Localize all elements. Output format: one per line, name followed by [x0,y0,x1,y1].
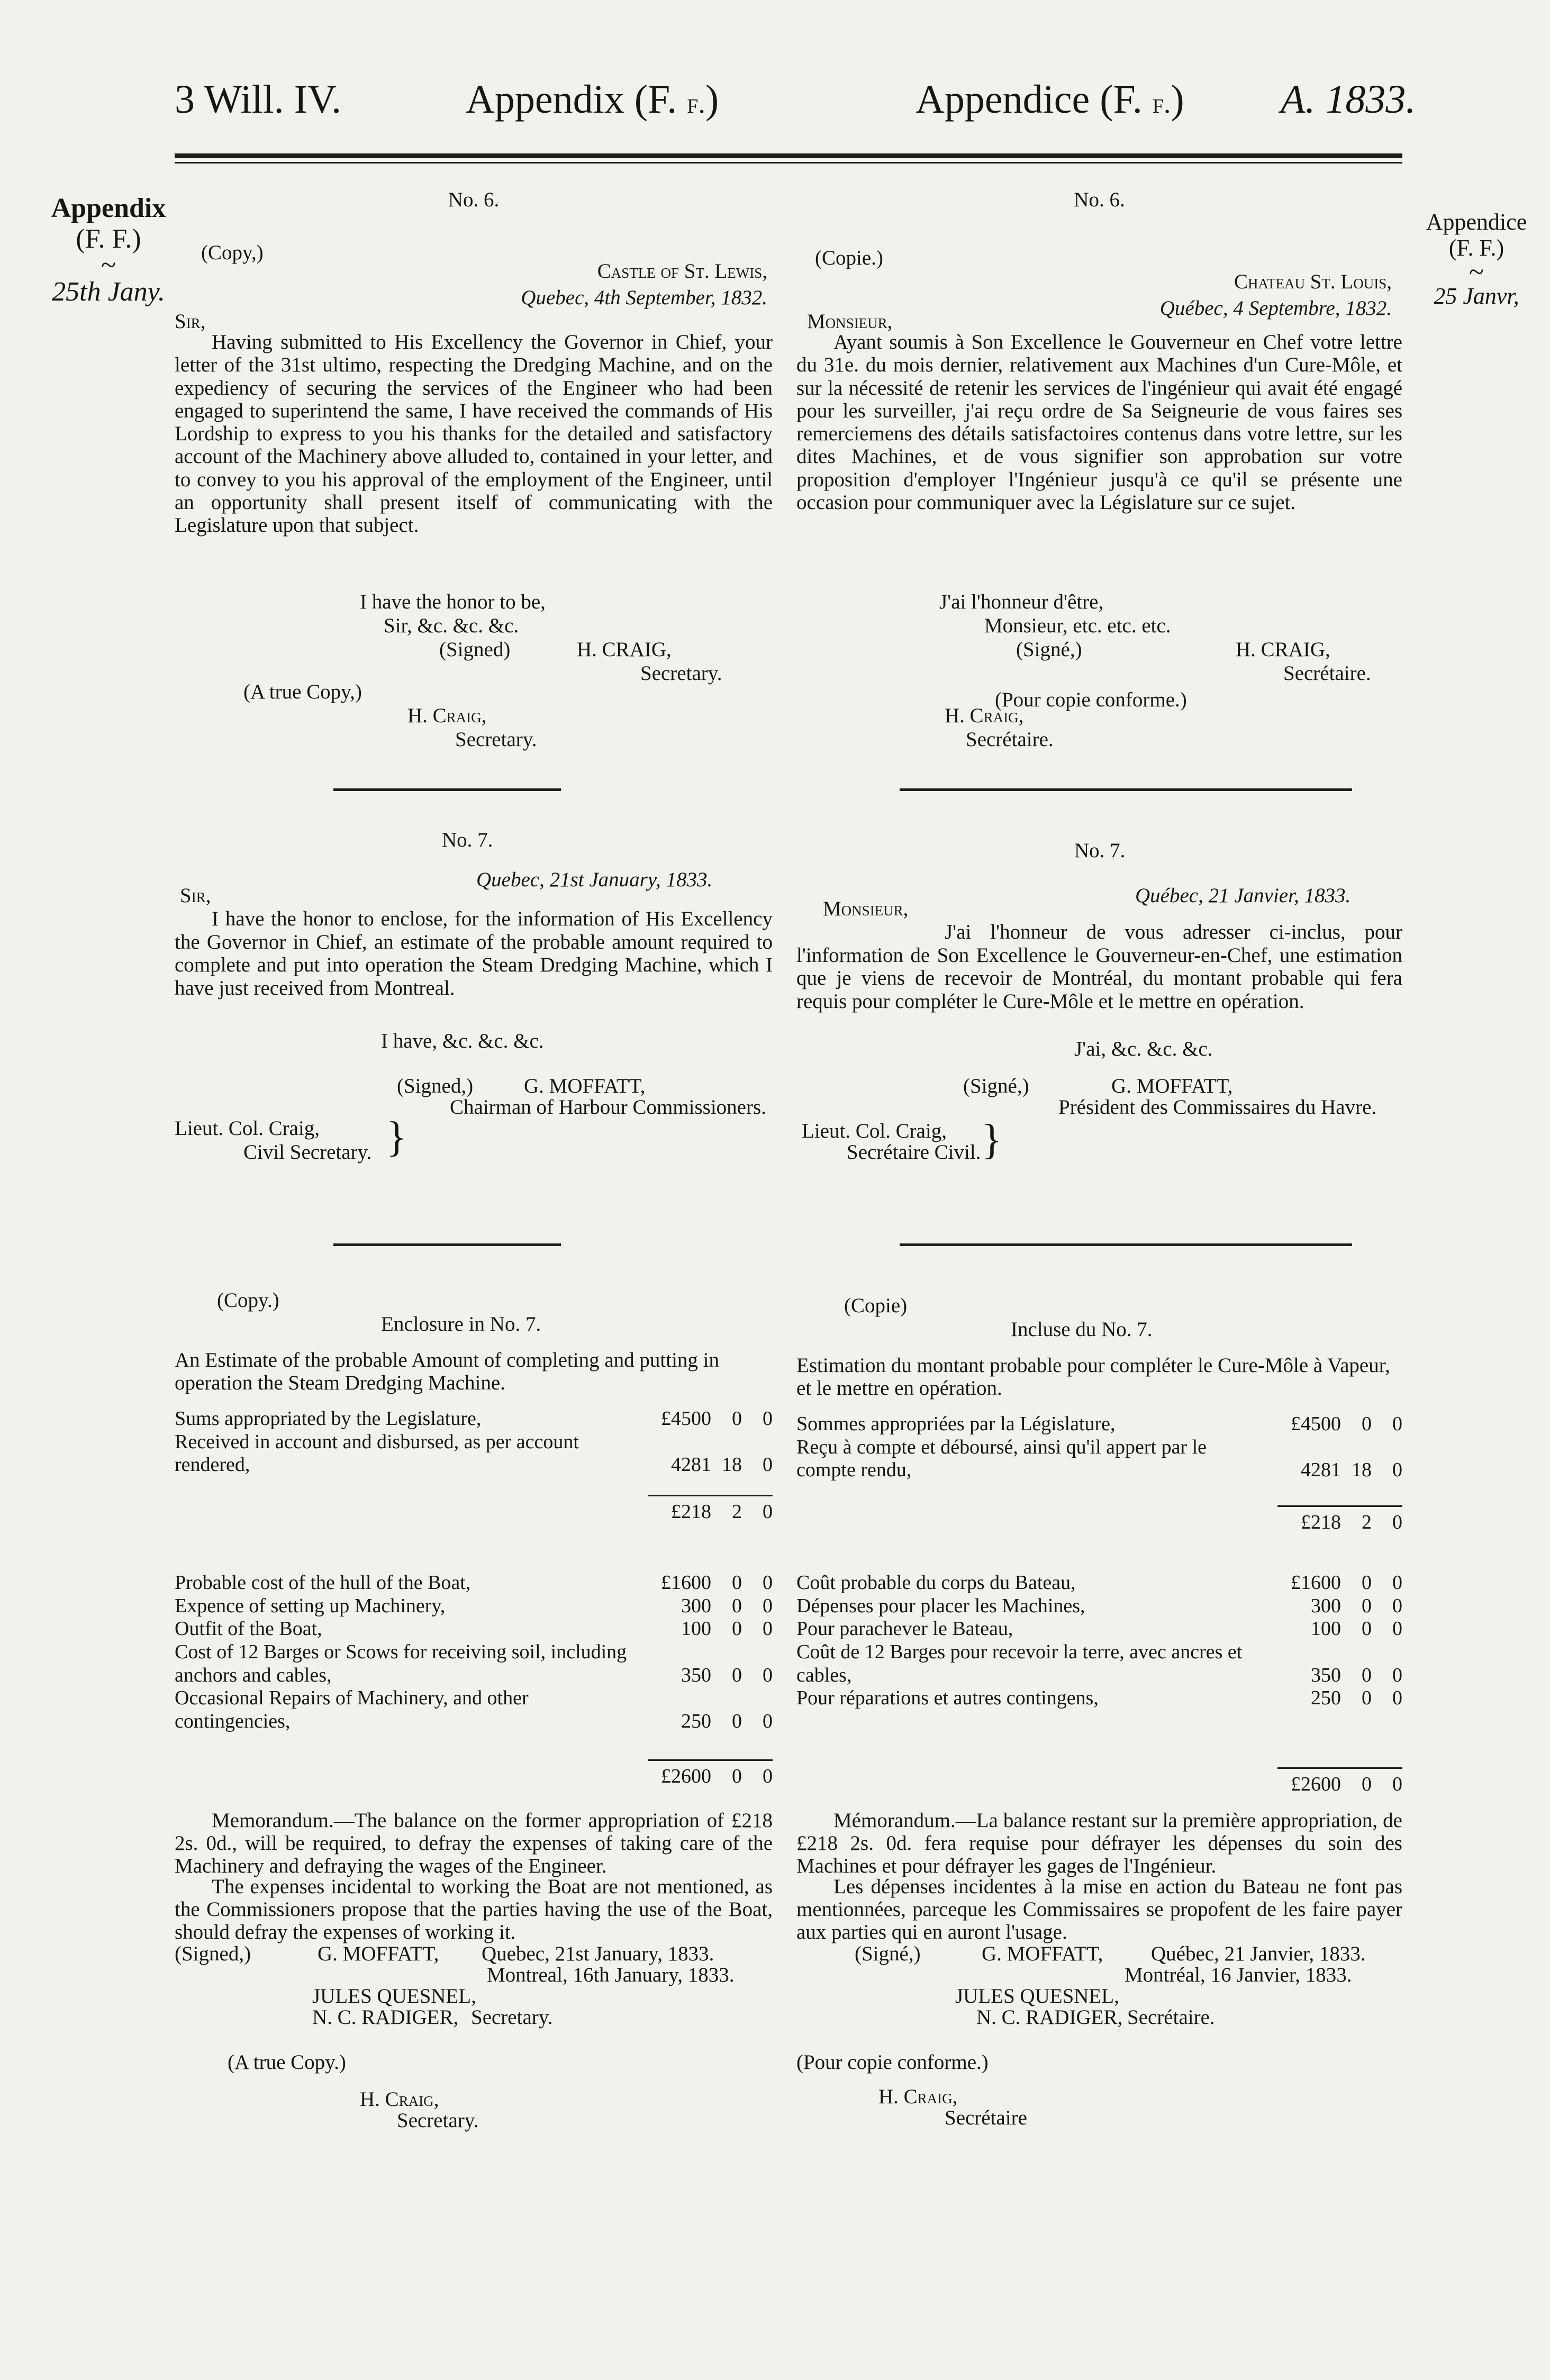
estimate-cell-pounds: 300 [681,1594,711,1617]
estimate-cell-s: 0 [1362,1594,1372,1617]
brace-glyph: } [982,1116,1002,1163]
estimate-row [796,1595,1402,1618]
estimate-cell-d: 0 [1392,1618,1402,1640]
letter-heading: No. 6. [448,188,500,211]
copy-label: (Copy.) [217,1289,279,1312]
letter-date: Quebec, 4th September, 1832. [521,286,767,309]
enclosure-heading: Enclosure in No. 7. [381,1313,541,1336]
section-separator [333,1243,561,1246]
estimate-cell-s: 0 [1362,1571,1372,1594]
estimate-cell-d: 0 [1392,1594,1402,1617]
margin-note-right: Appendice (F. F.) ~ 25 Janvr, [1410,209,1543,309]
estimate-cell-label: Outfit of the Boat, [175,1618,322,1640]
estimate-subtotal-fr [796,1505,1402,1534]
estimate-row [796,1436,1402,1482]
estimate-row [175,1618,773,1641]
estimate-cell-d: 0 [763,1407,773,1430]
estimate-cell-label: Pour réparations et autres contingens, [796,1687,1099,1710]
section-separator [900,1243,1352,1246]
copy-label: (Copy,) [201,241,264,264]
enclosure-heading: Incluse du No. 7. [1011,1318,1153,1341]
estimate-costs-fr [796,1571,1402,1710]
tilde-ornament: ~ [101,250,116,281]
estimate-cell-label: Cost of 12 Barges or Scows for receiving soil, including anchors and cables, [175,1641,627,1686]
signer-name: JULES QUESNEL, [955,1985,1119,2007]
appendix-title-en: Appendix (F. f.) [466,77,719,122]
estimate-cell-d: 0 [1392,1413,1402,1435]
addressee: Lieut. Col. Craig, [802,1120,947,1142]
estimate-cell-s: 18 [722,1454,742,1476]
section-separator [333,788,561,791]
estimate-table-en [175,1407,773,1477]
true-copy-label: (A true Copy.) [228,2051,346,2074]
estimate-total-en [175,1759,773,1788]
salutation: Sir, [180,884,211,907]
estimate-row [175,1687,773,1733]
estimate-cell-pounds: 250 [681,1710,711,1733]
estimate-cell-s: 0 [732,1594,742,1617]
signer-name: H. CRAIG, [577,638,672,661]
estimate-cell-s: 0 [1362,1413,1372,1435]
letter-heading: No. 7. [442,829,493,851]
estimate-cell-label: Pour parachever le Bateau, [796,1618,1013,1640]
estimate-row [175,1641,773,1687]
signer-name: N. C. RADIGER, [312,2006,459,2029]
estimate-cell-pounds: 4281 [671,1454,711,1476]
total-row: £2600 0 0 [175,1760,773,1788]
memorandum: Mémorandum.—La balance restant sur la première appropriation, de £218 2s. 0d. fera requise pour défrayer les dépenses du soin des Machines et pour défrayer les gages de l'Ingénieur. [796,1809,1402,1877]
estimate-cell-label: Reçu à compte et déboursé, ainsi qu'il appert par le compte rendu, [796,1436,1207,1482]
header-rule-thick [175,153,1402,158]
estimate-cell-s: 0 [1362,1618,1372,1640]
letter-date: Québec, 21 Janvier, 1833. [1135,884,1351,907]
estimate-cell-d: 0 [1392,1664,1402,1686]
estimate-cell-label: Expence of setting up Machinery, [175,1594,446,1617]
estimate-cell-label: Coût probable du corps du Bateau, [796,1571,1076,1594]
estimate-title: Estimation du montant probable pour compléter le Cure-Môle à Vapeur, et le mettre en opération. [796,1354,1390,1400]
estimate-row [175,1595,773,1618]
header-rule-thin [175,162,1402,163]
estimate-cell-label: Sommes appropriées par la Législature, [796,1413,1116,1435]
letter-no6-en: No. 6. (Copy,) Castle of St. Lewis, Quebec, 4th September, 1832. Sir, Having submitted to His Excellency the Governor in Chief, your letter of the 31st ultimo, respecting the Dredging Machine, and on the expediency of securing the services of the Engineer who had been engaged to superintend the same, I have received the commands of His Lordship to express to you his thanks for the detailed and satisfactory account of the Machinery above alluded to, contained in your letter, and to convey to you his approval of the employment of the Engineer, until an opportunity shall present itself of communicating with the Legislature upon that subject. I have the honor to be, Sir, &c. &c. &c. (Signed) H. CRAIG, Secretary. (A true Copy,) H. Craig, Secretary. [175,188,773,751]
signer-name: G. MOFFATT, [982,1942,1103,1965]
letter-date: Quebec, 21st January, 1833. [476,868,713,891]
document-page: 3 Will. IV. Appendix (F. f.) Appendice (F. f.) A. 1833. Appendix (F. F.) ~ 25th Jany. Appendice (F. F.) ~ 25 Janvr, No. 6. (Copy,) Castle of St. Lewis, Quebec, 4th September, 1832. Sir, Having submitted to His Excellency the Governor in Chief, your letter of the 31st ultimo, respecting the Dredging Machine, and on the expediency of securing the services of the Engineer who had been engaged to superintend the same, I have received the commands of His Lordship to express to you his thanks for the detailed and satisfactory account of the Machinery above alluded to, contained in your letter, and to convey to you his approval of the employment of the Engineer, until an opportunity shall present itself of communicating with the Legislature upon that subject. I have the honor to be, Sir, &c. &c. &c. (Signed) H. CRAIG, Secretary. (A true Copy,) H. Craig, Secretary. No. 7. Quebec, 21st January, 1833. Sir, I have the honor to enclose, for the information of His Excellency the Governor in Chief, an estimate of the probable amount required to complete and put into operation the Steam Dredging Machine, which I have just received from Montreal. I have, &c. &c. &c. (Signed,) G. MOFFATT, Chairman of Harbour Commissioners. Lieut. Col. Craig, Civil Secretary. } (Copy.) Enclosure in No. 7. An Estimate of the probable Amount of completing and putting in operation the Steam Dredging Machine. Sums appropriated by the Legislature, £4500 0 0 Received in account and disbursed, as per account rendered, 4281 18 0 £218 2 0 Probable cost of the hull of the Boat, £1600 0 0 Expence of setting up Machinery, 300 0 0 Outfit of the Boat, 100 0 0 Cost of 12 Barges or Scows for receiving soil, including anchors and cables, 350 0 0 Occasional Repairs of Machinery, and other contingencies, 250 0 0 £2600 0 0 Memorandum.—The balance on the former appropriation of £218 2s. 0d., will be required, to defray the expenses of taking care of the Machinery and defraying the wages of the Engineer. The expenses incidental to working the Boat are not mentioned, as the Commissioners propose that the parties having the use of the Boat, should defray the expenses of working it. (Signed,) G. MOFFATT, Quebec, 21st January, 1833. Montreal, 16th January, 1833. JULES QUESNEL, N. C. RADIGER, Secretary. (A true Copy.) H. Craig, Secretary. No. 6. (Copie.) Chateau St. Louis, Québec, 4 Septembre, 1832. Monsieur, Ayant soumis à Son Excellence le Gouverneur en Chef votre lettre du 31e. du mois dernier, relativement aux Machines d'un Cure-Môle, et sur la nécessité de retenir les services de l'ingénieur qui avait été engagé pour les surveiller, j'ai reçu ordre de Sa Seigneurie de vous faires ses remerciemens des détails satisfactoires contenus dans votre lettre, sur les dites Machines, et de vous signifier son approbation sur votre proposition d'employer l'Ingénieur jusqu'à ce qu'il se présente une occasion pour communiquer avec la Législature sur ce sujet. J'ai l'honneur d'être, Monsieur, etc. etc. etc. (Signé,) H. CRAIG, Secrétaire. (Pour copie conforme.) H. Craig, Secrétaire. No. 7. Québec, 21 Janvier, 1833. Monsieur, J'ai l'honneur de vous adresser ci-inclus, pour l'information de Son Excellence le Gouverneur-en-Chef, une estimation que je viens de recevoir de Montréal, du montant probable qui fera requis pour compléter le Cure-Môle et le mettre en opération. J'ai, &c. &c. &c. (Signé,) G. MOFFATT, Président des Commissaires du Havre. Lieut. Col. Craig, Secrétaire Civil. } (Copie) Incluse du No. 7. Estimation du montant probable pour compléter le Cure-Môle à Vapeur, et le mettre en opération. Sommes appropriées par la Législature, £4500 0 0 Reçu à compte et déboursé, ainsi qu'il appert par le compte rendu, 4281 18 0 £218 2 0 Coût probable du corps du Bateau, £1600 0 0 Dépenses pour placer les Machines, 300 0 0 Pour parachever le Bateau, 100 0 0 Coût de 12 Barges pour recevoir la terre, avec ancres et cables, 350 0 0 Pour réparations et autres contingens, 250 0 0 £2600 0 0 Mémorandum.—La balance restant sur la première appropriation, de £218 2s. 0d. fera requise pour défrayer les dépenses du soin des Machines et pour défrayer les gages de l'Ingénieur. Les dépenses incidentes à la mise en action du Bateau ne font pas mentionnées, parceque les Commissaires se propofent de les faire payer aux parties qui en auront l'usage. (Signé,) G. MOFFATT, Québec, 21 Janvier, 1833. Montréal, 16 Janvier, 1833. JULES QUESNEL, N. C. RADIGER, Secrétaire. (Pour copie conforme.) H. Craig, Secrétaire [0,0,1550,2380]
estimate-row [175,1571,773,1595]
addressee: Lieut. Col. Craig, [175,1117,320,1140]
estimate-cell-s: 0 [732,1618,742,1640]
estimate-cell-pounds: 350 [1311,1664,1341,1686]
estimate-row [796,1641,1402,1687]
appendix-title-fr: Appendice (F. f.) [916,77,1184,122]
estimate-cell-pounds: 100 [681,1618,711,1640]
section-separator [900,788,1352,791]
estimate-cell-label: Dépenses pour placer les Machines, [796,1594,1085,1617]
estimate-cell-pounds: £1600 [1291,1571,1341,1594]
memorandum-note: Les dépenses incidentes à la mise en action du Bateau ne font pas mentionnées, parceque les Commissaires se propofent de les faire payer aux parties qui en auront l'usage. [796,1875,1402,1943]
signer-name: N. C. RADIGER, [976,2006,1123,2029]
page-year: A. 1833. [1281,77,1416,122]
letter-place: Castle of St. Lewis, [597,260,767,283]
letter-place: Chateau St. Louis, [1234,270,1392,293]
estimate-row [796,1571,1402,1595]
estimate-cell-d: 0 [763,1594,773,1617]
estimate-cell-d: 0 [763,1710,773,1733]
salutation: Sir, [175,310,206,333]
estimate-cell-label: Sums appropriated by the Legislature, [175,1407,482,1430]
estimate-cell-d: 0 [1392,1571,1402,1594]
letter-heading: No. 7. [1074,839,1126,862]
estimate-cell-d: 0 [763,1454,773,1476]
estimate-row [175,1407,773,1431]
estimate-row [796,1687,1402,1710]
copy-label: (Copie) [844,1294,908,1317]
signer-name: G. MOFFATT, [318,1942,439,1965]
estimate-cell-d: 0 [1392,1687,1402,1710]
letter-no6-fr: No. 6. (Copie.) Chateau St. Louis, Québec, 4 Septembre, 1832. Monsieur, Ayant soumis à Son Excellence le Gouverneur en Chef votre lettre du 31e. du mois dernier, relativement aux Machines d'un Cure-Môle, et sur la nécessité de retenir les services de l'ingénieur qui avait été engagé pour les surveiller, j'ai reçu ordre de Sa Seigneurie de vous faires ses remerciemens des détails satisfactoires contenus dans votre lettre, sur les dites Machines, et de vous signifier son approbation sur votre proposition d'employer l'Ingénieur jusqu'à ce qu'il se présente une occasion pour communiquer avec la Législature sur ce sujet. J'ai l'honneur d'être, Monsieur, etc. etc. etc. (Signé,) H. CRAIG, Secrétaire. (Pour copie conforme.) H. Craig, Secrétaire. [796,188,1402,751]
estimate-cell-pounds: 350 [681,1664,711,1686]
estimate-cell-s: 0 [1362,1664,1372,1686]
estimate-cell-pounds: 250 [1311,1687,1341,1710]
estimate-cell-d: 0 [1392,1459,1402,1482]
estimate-row [796,1618,1402,1641]
total-row: £2600 0 0 [796,1768,1402,1796]
estimate-cell-d: 0 [763,1664,773,1686]
estimate-cell-d: 0 [763,1618,773,1640]
estimate-cell-s: 0 [732,1407,742,1430]
true-copy-label: (Pour copie conforme.) [995,688,1187,711]
estimate-cell-s: 0 [1362,1687,1372,1710]
estimate-cell-s: 0 [732,1571,742,1594]
margin-note-left: Appendix (F. F.) ~ 25th Jany. [48,193,169,307]
estimate-costs-en [175,1571,773,1733]
estimate-cell-s: 0 [732,1664,742,1686]
subtotal-row: £218 2 0 [175,1496,773,1524]
salutation: Monsieur, [807,310,893,333]
estimate-cell-label: Probable cost of the hull of the Boat, [175,1571,471,1594]
estimate-cell-pounds: £4500 [1291,1413,1341,1435]
signer-name: G. MOFFATT, [1111,1075,1233,1097]
estimate-total-fr [796,1767,1402,1796]
letter-body: Having submitted to His Excellency the Governor in Chief, your letter of the 31st ultimo, respecting the Dredging Machine, and on the expediency of securing the services of the Engineer who had been engaged to superintend the same, I have received the commands of His Lordship to express to you his thanks for the detailed and satisfactory account of the Machinery above alluded to, contained in your letter, and to convey to you his approval of the employment of the Engineer, until an opportunity shall present itself of communicating with the Legislature upon that subject. [175,331,773,537]
letter-date: Québec, 4 Septembre, 1832. [1159,297,1392,320]
estimate-cell-label: Occasional Repairs of Machinery, and other contingencies, [175,1687,529,1733]
letter-body: J'ai l'honneur de vous adresser ci-inclus, pour l'information de Son Excellence le Gouverneur-en-Chef, une estimation que je viens de recevoir de Montréal, du montant probable qui fera requis pour compléter le Cure-Môle et le mettre en opération. [796,921,1402,1013]
tilde-ornament: ~ [1469,257,1484,287]
letter-body: I have the honor to enclose, for the information of His Excellency the Governor in Chief, an estimate of the probable amount required to complete and put into operation the Steam Dredging Machine, which I have just received from Montreal. [175,907,773,1000]
estimate-cell-pounds: 100 [1311,1618,1341,1640]
regnal-year: 3 Will. IV. [175,77,342,122]
salutation: Monsieur, [823,897,909,920]
estimate-cell-label: Coût de 12 Barges pour recevoir la terre, avec ancres et cables, [796,1641,1243,1686]
memorandum: Memorandum.—The balance on the former appropriation of £218 2s. 0d., will be required, to defray the expenses of taking care of the Machinery and defraying the wages of the Engineer. [175,1809,773,1877]
estimate-cell-pounds: £1600 [661,1571,711,1594]
signer-name: JULES QUESNEL, [312,1985,476,2007]
letter-body: Ayant soumis à Son Excellence le Gouverneur en Chef votre lettre du 31e. du mois dernier, relativement aux Machines d'un Cure-Môle, et sur la nécessité de retenir les services de l'ingénieur qui avait été engagé pour les surveiller, j'ai reçu ordre de Sa Seigneurie de vous faires ses remerciemens des détails satisfactoires contenus dans votre lettre, sur les dites Machines, et de vous signifier son approbation sur votre proposition d'employer l'Ingénieur jusqu'à ce qu'il se présente une occasion pour communiquer avec la Législature sur ce sujet. [796,331,1402,514]
letter-heading: No. 6. [1074,188,1125,211]
estimate-cell-pounds: 300 [1311,1594,1341,1617]
estimate-cell-pounds: £4500 [661,1407,711,1430]
true-copy-label: (Pour copie conforme.) [796,2051,989,2074]
estimate-row [796,1413,1402,1436]
copy-label: (Copie.) [815,247,883,269]
estimate-cell-pounds: 4281 [1301,1459,1341,1482]
signer-name: H. CRAIG, [1236,638,1330,661]
signer-name: G. MOFFATT, [524,1075,646,1097]
brace-glyph: } [386,1114,407,1160]
estimate-cell-label: Received in account and disbursed, as per account rendered, [175,1430,579,1476]
true-copy-label: (A true Copy,) [243,680,362,703]
estimate-row [175,1431,773,1477]
memorandum-note: The expenses incidental to working the Boat are not mentioned, as the Commissioners propose that the parties having the use of the Boat, should defray the expenses of working it. [175,1875,773,1943]
estimate-subtotal-en [175,1495,773,1524]
estimate-table-fr [796,1413,1402,1482]
subtotal-row: £218 2 0 [796,1506,1402,1534]
estimate-cell-d: 0 [763,1571,773,1594]
estimate-title: An Estimate of the probable Amount of completing and putting in operation the Steam Dredging Machine. [175,1349,719,1394]
estimate-cell-s: 0 [732,1710,742,1733]
estimate-cell-s: 18 [1352,1459,1372,1482]
